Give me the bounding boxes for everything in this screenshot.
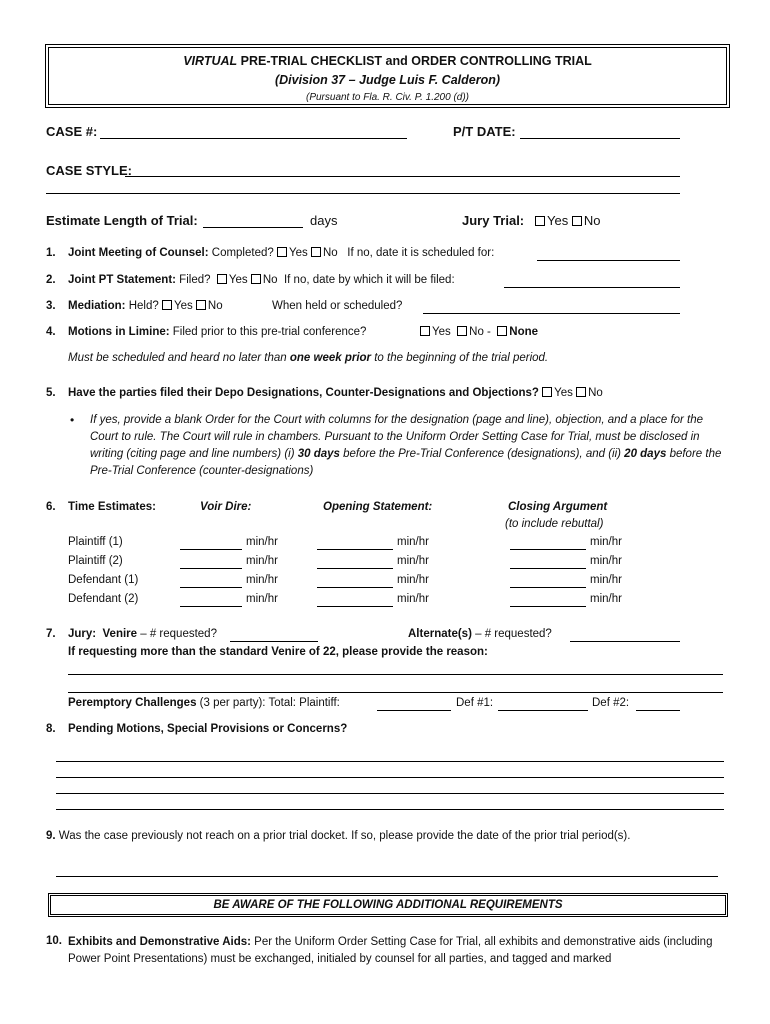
voir-dire-field-4[interactable] bbox=[180, 606, 242, 607]
item-2-yes-checkbox[interactable] bbox=[217, 274, 227, 284]
item-3-tail: When held or scheduled? bbox=[272, 300, 403, 312]
opening-unit-2: min/hr bbox=[397, 555, 429, 567]
aware-banner bbox=[48, 893, 728, 917]
case-number-field[interactable] bbox=[100, 138, 407, 139]
item-2-no-checkbox[interactable] bbox=[251, 274, 261, 284]
peremptory-label: Peremptory Challenges bbox=[68, 697, 197, 709]
row-label-defendant-1: Defendant (1) bbox=[68, 574, 139, 586]
venire-reason-label: If requesting more than the standard Venire of 22, please provide the reason: bbox=[68, 646, 488, 658]
closing-unit-4: min/hr bbox=[590, 593, 622, 605]
voir-dire-field-2[interactable] bbox=[180, 568, 242, 569]
division-line: (Division 37 – Judge Luis F. Calderon) bbox=[274, 73, 501, 87]
exhibits-text: Per the Uniform Order Setting Case for Trial, all exhibits and demonstrative aids (including Power Point Presentations) must be exchanged, initialed by counsel for all parties, and tagged and marked bbox=[68, 936, 713, 965]
closing-unit-3: min/hr bbox=[590, 574, 622, 586]
def1-field[interactable] bbox=[498, 710, 588, 711]
venire-field[interactable] bbox=[230, 641, 318, 642]
item-3-yes: Yes bbox=[173, 300, 193, 312]
case-style-field-2[interactable] bbox=[46, 193, 680, 194]
time-estimates-label: Time Estimates: bbox=[68, 501, 156, 513]
item-3-date-field[interactable] bbox=[423, 313, 680, 314]
opening-field-4[interactable] bbox=[317, 606, 393, 607]
case-style-field-1[interactable] bbox=[125, 176, 680, 177]
item-4-none-checkbox[interactable] bbox=[497, 326, 507, 336]
item-5-text-c: before the Pre-Trial Conference (designations), and (ii) bbox=[339, 448, 625, 460]
venire-question: – # requested? bbox=[137, 628, 217, 640]
closing-field-2[interactable] bbox=[510, 568, 586, 569]
item-4-question: Filed prior to this pre-trial conference? bbox=[169, 326, 367, 338]
item-5-text-e: before the Pre-Trial Conference (counter-designations) bbox=[90, 448, 722, 477]
aware-text: BE AWARE OF THE FOLLOWING ADDITIONAL REQUIREMENTS bbox=[213, 899, 563, 911]
item-5 bbox=[68, 387, 603, 399]
item-5-instructions bbox=[90, 412, 730, 480]
pt-date-label: P/T DATE: bbox=[453, 124, 516, 139]
item-2-tail: If no, date by which it will be filed: bbox=[283, 274, 455, 286]
case-style-label: CASE STYLE: bbox=[46, 163, 132, 178]
voir-unit-1: min/hr bbox=[246, 536, 278, 548]
item-3-no-checkbox[interactable] bbox=[196, 300, 206, 310]
item-1-question: Completed? bbox=[208, 247, 274, 259]
item-9 bbox=[46, 830, 630, 842]
item-5-text-30days: 30 days bbox=[297, 448, 340, 460]
opening-unit-4: min/hr bbox=[397, 593, 429, 605]
def1-label: Def #1: bbox=[456, 697, 494, 709]
item-5-no-checkbox[interactable] bbox=[576, 387, 586, 397]
item-9-number: 9. bbox=[46, 830, 56, 842]
item-4-no: No - bbox=[469, 326, 491, 338]
title-rest: PRE-TRIAL CHECKLIST and ORDER CONTROLLING TRIAL bbox=[237, 54, 592, 68]
opening-field-1[interactable] bbox=[317, 549, 393, 550]
opening-field-2[interactable] bbox=[317, 568, 393, 569]
item-1-yes: Yes bbox=[288, 247, 308, 259]
item-5-no: No bbox=[588, 387, 603, 399]
item-5-text-a: If yes, provide a blank Order for the Court with columns for the designation (page and line), objection, and a place for the Court to rule. The Court will rule in chambers. Pursuant to the Uniform Order Setting Case for Trial, must be disclosed in writing (citing page and line numbers) (i) bbox=[90, 414, 704, 460]
item-1-no: No bbox=[322, 247, 338, 259]
item-5-yes: Yes bbox=[554, 387, 573, 399]
item-2-no: No bbox=[262, 274, 278, 286]
closing-unit-2: min/hr bbox=[590, 555, 622, 567]
venire-label: Venire bbox=[102, 628, 138, 640]
item-4-note-bold: one week prior bbox=[289, 352, 372, 364]
alternates bbox=[408, 628, 552, 640]
item-1-number: 1. bbox=[46, 247, 56, 259]
voir-unit-3: min/hr bbox=[246, 574, 278, 586]
item-2-date-field[interactable] bbox=[504, 287, 680, 288]
pt-date-field[interactable] bbox=[520, 138, 680, 139]
prior-trial-field[interactable] bbox=[56, 876, 718, 877]
item-4-no-checkbox[interactable] bbox=[457, 326, 467, 336]
item-2-number: 2. bbox=[46, 274, 56, 286]
pursuant-line: (Pursuant to Fla. R. Civ. P. 1.200 (d)) bbox=[305, 92, 470, 103]
item-4-label: Motions in Limine: bbox=[68, 326, 170, 338]
jury-label: Jury: bbox=[68, 628, 97, 640]
jury-no-checkbox[interactable] bbox=[572, 216, 582, 226]
item-4 bbox=[68, 326, 366, 338]
item-3-question: Held? bbox=[125, 300, 159, 312]
item-4-note-a: Must be scheduled and heard no later than bbox=[68, 352, 290, 364]
item-8-number: 8. bbox=[46, 723, 56, 735]
item-3 bbox=[68, 300, 223, 312]
item-5-bullet: • bbox=[70, 413, 75, 427]
closing-argument-header: Closing Argument bbox=[508, 501, 608, 513]
item-1-tail: If no, date it is scheduled for: bbox=[347, 247, 495, 259]
item-5-yes-checkbox[interactable] bbox=[542, 387, 552, 397]
estimate-length-field[interactable] bbox=[203, 227, 303, 228]
item-4-yes-checkbox[interactable] bbox=[420, 326, 430, 336]
jury-yes-checkbox[interactable] bbox=[535, 216, 545, 226]
item-2-question: Filed? bbox=[175, 274, 211, 286]
item-3-no: No bbox=[207, 300, 223, 312]
item-4-note bbox=[68, 352, 548, 364]
item-4-options bbox=[420, 326, 538, 338]
item-4-number: 4. bbox=[46, 326, 56, 338]
closing-field-4[interactable] bbox=[510, 606, 586, 607]
item-4-note-c: to the beginning of the trial period. bbox=[371, 352, 549, 364]
closing-unit-1: min/hr bbox=[590, 536, 622, 548]
item-1-yes-checkbox[interactable] bbox=[277, 247, 287, 257]
peremptory-challenges bbox=[68, 697, 340, 709]
voir-unit-4: min/hr bbox=[246, 593, 278, 605]
item-10-number: 10. bbox=[46, 935, 62, 947]
case-number-label: CASE #: bbox=[46, 124, 98, 139]
peremptory-rest: (3 per party): Total: Plaintiff: bbox=[196, 697, 340, 709]
row-label-plaintiff-1: Plaintiff (1) bbox=[68, 536, 123, 548]
exhibits-label: Exhibits and Demonstrative Aids: bbox=[68, 936, 251, 948]
jury-trial-label: Jury Trial: bbox=[462, 213, 525, 228]
item-4-none: None bbox=[509, 326, 539, 338]
item-3-number: 3. bbox=[46, 300, 56, 312]
closing-argument-subheader: (to include rebuttal) bbox=[505, 518, 604, 530]
pending-field-1[interactable] bbox=[56, 761, 724, 762]
item-2-yes: Yes bbox=[228, 274, 248, 286]
pending-field-2[interactable] bbox=[56, 777, 724, 778]
item-5-label: Have the parties filed their Depo Designations, Counter-Designations and Objections? bbox=[68, 387, 539, 399]
item-7-number: 7. bbox=[46, 628, 56, 640]
jury-trial-row bbox=[462, 213, 600, 228]
opening-statement-header: Opening Statement: bbox=[323, 501, 433, 513]
exhibits-paragraph bbox=[68, 934, 728, 968]
alternates-question: – # requested? bbox=[471, 628, 552, 640]
title-box bbox=[45, 44, 730, 108]
opening-unit-3: min/hr bbox=[397, 574, 429, 586]
row-label-defendant-2: Defendant (2) bbox=[68, 593, 139, 605]
voir-dire-field-3[interactable] bbox=[180, 587, 242, 588]
opening-unit-1: min/hr bbox=[397, 536, 429, 548]
days-label: days bbox=[310, 213, 338, 228]
jury-yes-label: Yes bbox=[546, 213, 569, 228]
item-1-date-field[interactable] bbox=[537, 260, 680, 261]
row-label-plaintiff-2: Plaintiff (2) bbox=[68, 555, 123, 567]
def2-label: Def #2: bbox=[592, 697, 630, 709]
alternates-label: Alternate(s) bbox=[408, 628, 472, 640]
def2-field[interactable] bbox=[636, 710, 680, 711]
item-6-number: 6. bbox=[46, 501, 56, 513]
closing-field-3[interactable] bbox=[510, 587, 586, 588]
item-5-text-20days: 20 days bbox=[624, 448, 667, 460]
item-1 bbox=[68, 247, 494, 259]
closing-field-1[interactable] bbox=[510, 549, 586, 550]
voir-dire-field-1[interactable] bbox=[180, 549, 242, 550]
alternates-field[interactable] bbox=[570, 641, 680, 642]
pending-field-4[interactable] bbox=[56, 809, 724, 810]
opening-field-3[interactable] bbox=[317, 587, 393, 588]
voir-dire-header: Voir Dire: bbox=[200, 501, 252, 513]
item-3-yes-checkbox[interactable] bbox=[162, 300, 172, 310]
venire-reason-field-1[interactable] bbox=[68, 674, 723, 675]
venire-reason-field-2[interactable] bbox=[68, 692, 723, 693]
form-title bbox=[46, 54, 729, 68]
voir-unit-2: min/hr bbox=[246, 555, 278, 567]
plaintiff-peremptory-field[interactable] bbox=[377, 710, 451, 711]
item-4-yes: Yes bbox=[432, 326, 451, 338]
pending-field-3[interactable] bbox=[56, 793, 724, 794]
item-1-no-checkbox[interactable] bbox=[311, 247, 321, 257]
item-2 bbox=[68, 274, 455, 286]
estimate-length-label: Estimate Length of Trial: bbox=[46, 213, 198, 228]
item-3-label: Mediation: bbox=[68, 300, 126, 312]
prior-trial-question: Was the case previously not reach on a prior trial docket. If so, please provide the date of the prior trial period(s). bbox=[58, 830, 631, 842]
pending-motions-label: Pending Motions, Special Provisions or Concerns? bbox=[68, 723, 348, 735]
jury-no-label: No bbox=[583, 213, 601, 228]
title-virtual: VIRTUAL bbox=[183, 54, 238, 68]
item-1-label: Joint Meeting of Counsel: bbox=[68, 247, 209, 259]
item-2-label: Joint PT Statement: bbox=[68, 274, 176, 286]
jury-venire bbox=[68, 628, 217, 640]
item-5-number: 5. bbox=[46, 387, 56, 399]
